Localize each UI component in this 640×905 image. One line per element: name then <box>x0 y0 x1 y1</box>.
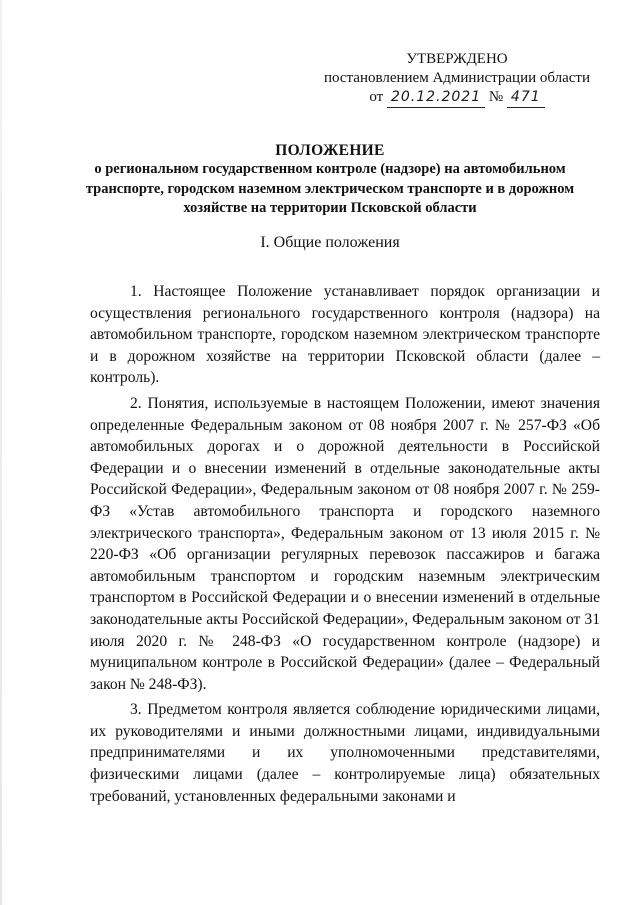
approval-date: 20.12.2021 <box>387 88 485 108</box>
document-body <box>90 281 600 811</box>
section-heading: I. Общие положения <box>260 234 400 251</box>
paragraph-2: 2. Понятия, используемые в настоящем Положении, имеют значения определенные Федеральным законом от 08 ноября 2007 г. № 257-ФЗ «Об автомобильных дорогах и о дорожной деятельности в Российской Федерации и о внесении изменений в отдельные законодательные акты Российской Федерации», Федеральным законом от 08 ноября 2007 г. № 259-ФЗ «Устав автомобильного транспорта и городского наземного электрического транспорта», Федеральным законом от 13 июля 2015 г. № 220-ФЗ «Об организации регулярных перевозок пассажиров и багажа автомобильным транспортом и городским наземным электрическим транспортом в Российской Федерации и о внесении изменений в отдельные законодательные акты Российской Федерации», Федеральным законом от 31 июля 2020 г. № 248-ФЗ «О государственном контроле (надзоре) и муниципальном контроле в Российской Федерации» (далее – Федеральный закон № 248-ФЗ). <box>90 394 600 693</box>
date-prefix: от <box>369 89 384 105</box>
document-subtitle: о региональном государственном контроле (надзоре) на автомобильном транспорте, городском наземном электрическом транспорте и в дорожном хозяйстве на территории Псковской области <box>85 161 575 216</box>
approval-date-row <box>322 88 592 108</box>
approval-stamp <box>322 50 592 108</box>
page-edge <box>0 0 2 905</box>
paragraph-1: 1. Настоящее Положение устанавливает порядок организации и осуществления регионального государственного контроля (надзора) на автомобильном транспорте, городском наземном электрическом транспорте и в дорожном хозяйстве на территории Псковской области (далее – контроль). <box>90 283 600 387</box>
paragraph-3: 3. Предметом контроля является соблюдение юридическими лицами, их руководителями и иными должностными лицами, индивидуальными предпринимателями и их уполномоченными представителями, физическими лицами (далее – контролируемые лица) обязательных требований, установленных федеральными законами и <box>90 701 600 805</box>
approval-label: УТВЕРЖДЕНО <box>406 51 508 67</box>
number-prefix: № <box>488 89 504 105</box>
document-title: ПОЛОЖЕНИЕ <box>275 142 385 159</box>
approval-by: постановлением Администрации области <box>323 70 591 86</box>
approval-number: 471 <box>507 88 545 108</box>
